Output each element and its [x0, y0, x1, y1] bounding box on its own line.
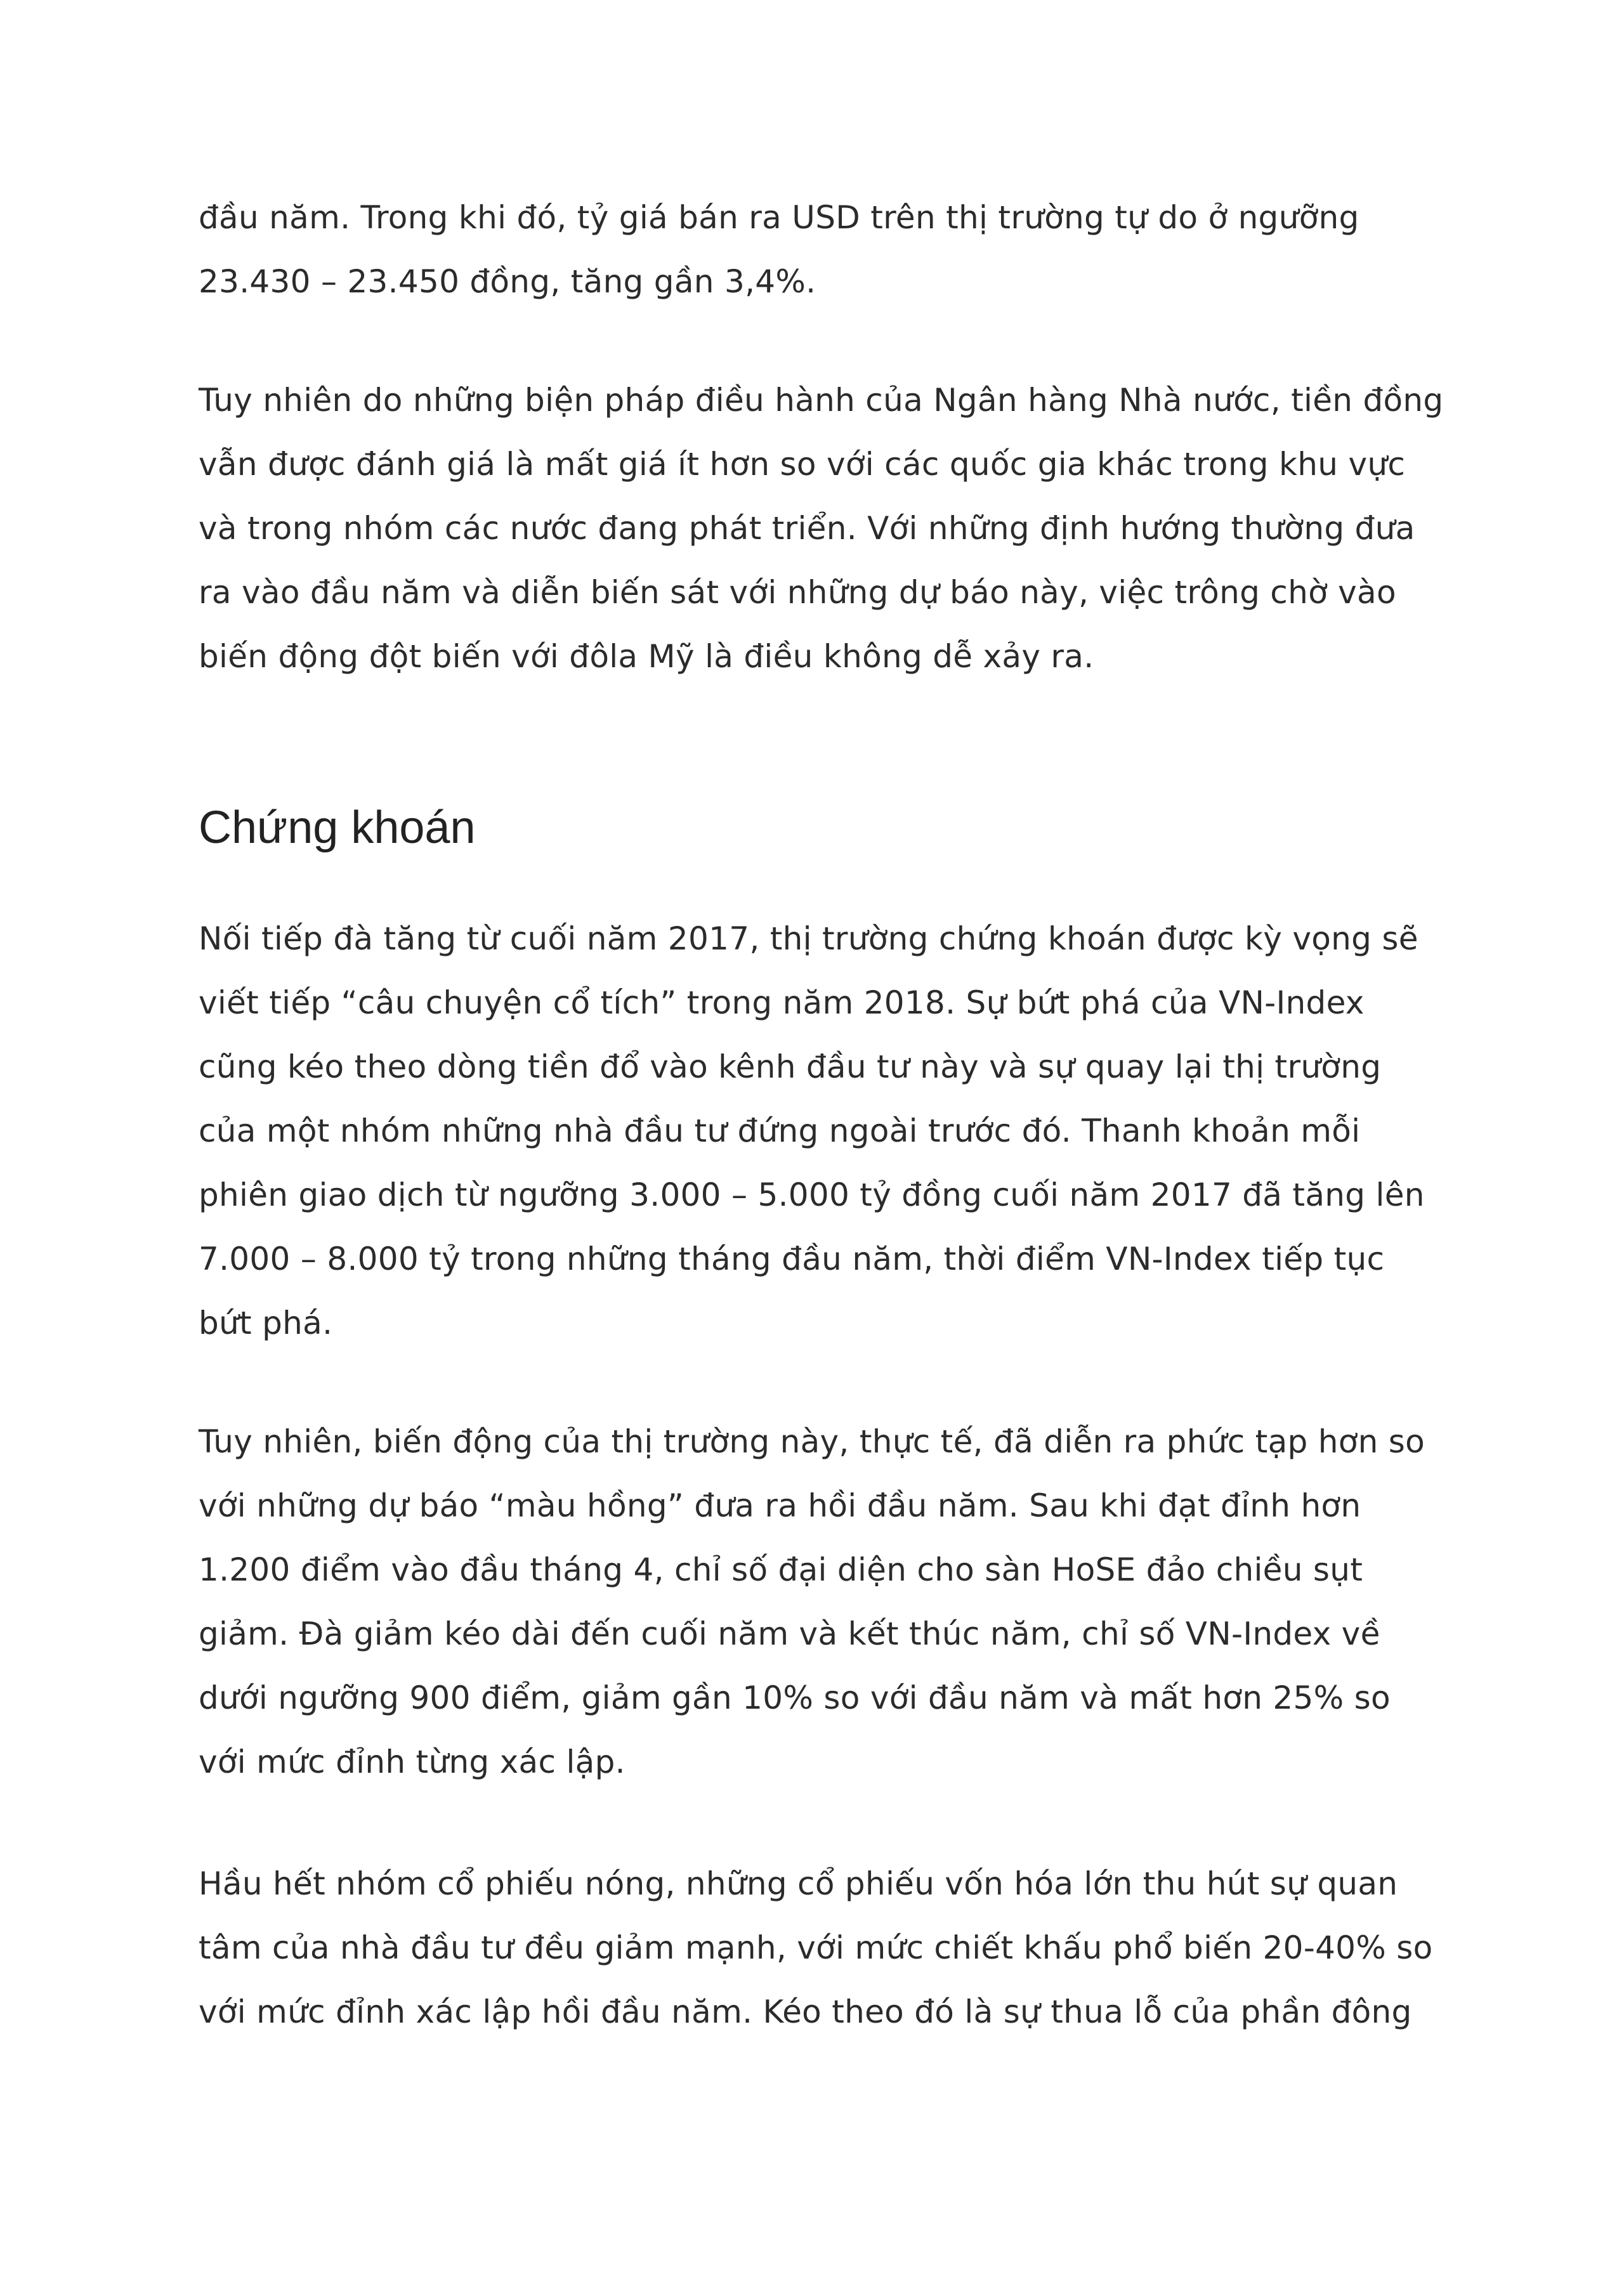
text-line: với mức đỉnh từng xác lập.	[199, 1744, 625, 1780]
text-line: viết tiếp “câu chuyện cổ tích” trong năm 2018. Sự bứt phá của VN-Index	[199, 984, 1365, 1021]
paragraph-stock-growth	[199, 907, 1461, 1355]
text-line: cũng kéo theo dòng tiền đổ vào kênh đầu tư này và sự quay lại thị trường	[199, 1048, 1382, 1085]
text-line: tâm của nhà đầu tư đều giảm mạnh, với mức chiết khấu phổ biến 20-40% so	[199, 1929, 1433, 1966]
text-line: vẫn được đánh giá là mất giá ít hơn so với các quốc gia khác trong khu vực	[199, 446, 1406, 483]
text-line: 7.000 – 8.000 tỷ trong những tháng đầu năm, thời điểm VN-Index tiếp tục	[199, 1241, 1385, 1277]
text-line: Nối tiếp đà tăng từ cuối năm 2017, thị trường chứng khoán được kỳ vọng sẽ	[199, 920, 1418, 957]
text-line: Tuy nhiên, biến động của thị trường này, thực tế, đã diễn ra phức tạp hơn so	[199, 1423, 1425, 1460]
text-line: dưới ngưỡng 900 điểm, giảm gần 10% so với đầu năm và mất hơn 25% so	[199, 1680, 1391, 1716]
text-line: với những dự báo “màu hồng” đưa ra hồi đầu năm. Sau khi đạt đỉnh hơn	[199, 1487, 1361, 1524]
text-line: đầu năm. Trong khi đó, tỷ giá bán ra USD trên thị trường tự do ở ngưỡng	[199, 199, 1359, 236]
section-heading: Chứng khoán	[199, 802, 476, 853]
text-line: của một nhóm những nhà đầu tư đứng ngoài trước đó. Thanh khoản mỗi	[199, 1112, 1361, 1149]
text-line: giảm. Đà giảm kéo dài đến cuối năm và kết thúc năm, chỉ số VN-Index về	[199, 1615, 1380, 1652]
paragraph-dong-valuation	[199, 369, 1461, 689]
paragraph-stock-decline	[199, 1410, 1461, 1794]
text-line: phiên giao dịch từ ngưỡng 3.000 – 5.000 tỷ đồng cuối năm 2017 đã tăng lên	[199, 1177, 1425, 1213]
text-line: và trong nhóm các nước đang phát triển. Với những định hướng thường đưa	[199, 510, 1415, 547]
text-line: Tuy nhiên do những biện pháp điều hành của Ngân hàng Nhà nước, tiền đồng	[199, 382, 1444, 419]
paragraph-hot-stocks	[199, 1852, 1461, 2044]
text-line: 23.430 – 23.450 đồng, tăng gần 3,4%.	[199, 263, 816, 300]
text-line: ra vào đầu năm và diễn biến sát với những dự báo này, việc trông chờ vào	[199, 574, 1396, 611]
text-line: 1.200 điểm vào đầu tháng 4, chỉ số đại diện cho sàn HoSE đảo chiều sụt	[199, 1551, 1363, 1588]
text-line: biến động đột biến với đôla Mỹ là điều không dễ xảy ra.	[199, 638, 1094, 675]
text-line: bứt phá.	[199, 1305, 333, 1341]
text-line: Hầu hết nhóm cổ phiếu nóng, những cổ phiếu vốn hóa lớn thu hút sự quan	[199, 1865, 1398, 1902]
text-line: với mức đỉnh xác lập hồi đầu năm. Kéo theo đó là sự thua lỗ của phần đông	[199, 1993, 1412, 2030]
paragraph-exchange-rate-end	[199, 186, 1461, 314]
